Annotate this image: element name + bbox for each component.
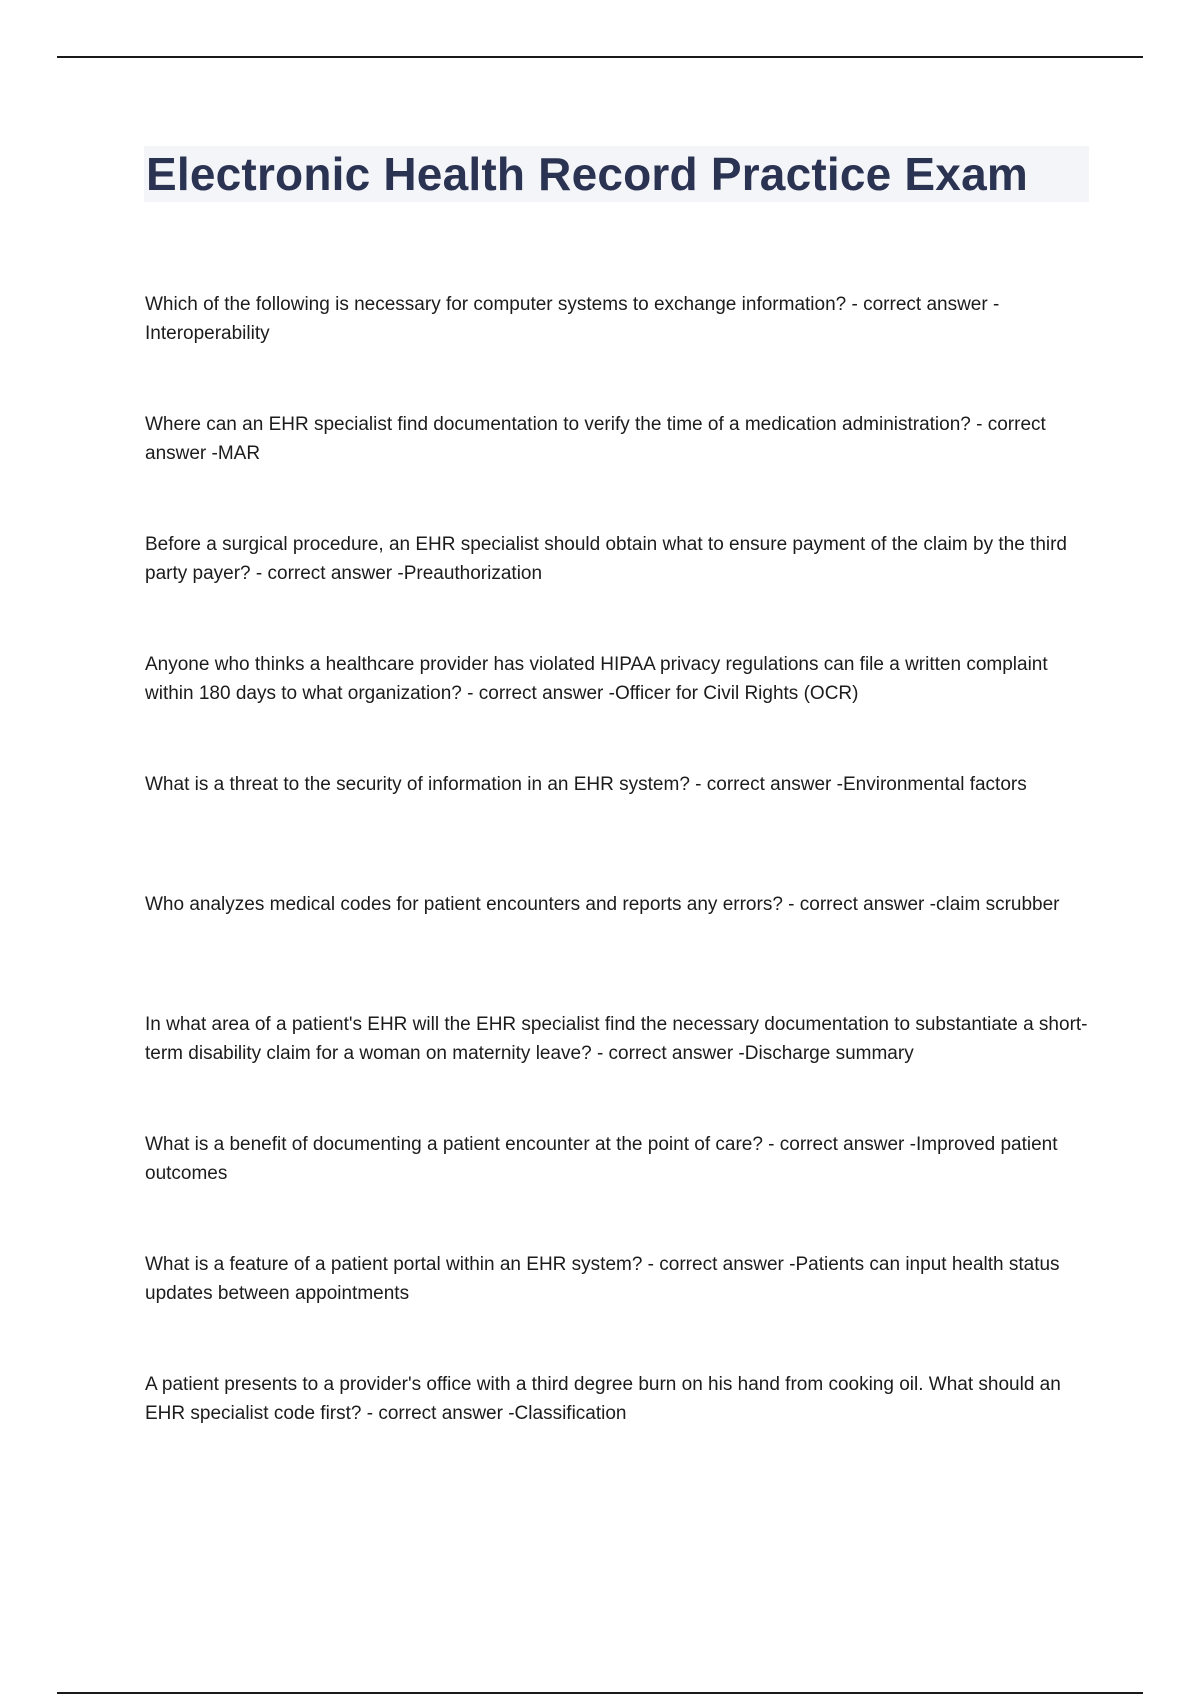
document-title: Electronic Health Record Practice Exam [146,148,1028,200]
question-list [145,290,1095,1490]
question-text: What is a threat to the security of information in an EHR system? - correct answer -Environmental factors [145,774,1027,795]
question-item [145,1370,1095,1490]
question-item [145,890,1095,1010]
question-text: A patient presents to a provider's office with a third degree burn on his hand from cooking oil. What should an EHR specialist code first? - correct answer -Classification [145,1374,1061,1424]
question-text: In what area of a patient's EHR will the EHR specialist find the necessary documentation to substantiate a short-term disability claim for a woman on maternity leave? - correct answer -Discharge summary [145,1014,1088,1064]
question-item [145,1130,1095,1250]
question-text: Who analyzes medical codes for patient encounters and reports any errors? - correct answer -claim scrubber [145,894,1060,915]
question-item [145,650,1095,770]
question-text: Where can an EHR specialist find documentation to verify the time of a medication administration? - correct answer -MAR [145,414,1046,464]
question-item [145,1250,1095,1370]
question-item [145,410,1095,530]
question-item [145,1010,1095,1130]
question-text: What is a feature of a patient portal within an EHR system? - correct answer -Patients can input health status updates between appointments [145,1254,1060,1304]
bottom-divider [57,1692,1143,1694]
question-item [145,290,1095,410]
question-text: Before a surgical procedure, an EHR specialist should obtain what to ensure payment of the claim by the third party payer? - correct answer -Preauthorization [145,534,1068,584]
question-item [145,530,1095,650]
question-text: Which of the following is necessary for computer systems to exchange information? - correct answer - Interoperability [145,294,1000,344]
top-divider [57,56,1143,58]
question-text: What is a benefit of documenting a patient encounter at the point of care? - correct answer -Improved patient outcomes [145,1134,1058,1184]
question-item [145,770,1095,890]
question-text: Anyone who thinks a healthcare provider has violated HIPAA privacy regulations can file a written complaint within 180 days to what organization? - correct answer -Officer for Civil Rights (OCR) [145,654,1048,704]
